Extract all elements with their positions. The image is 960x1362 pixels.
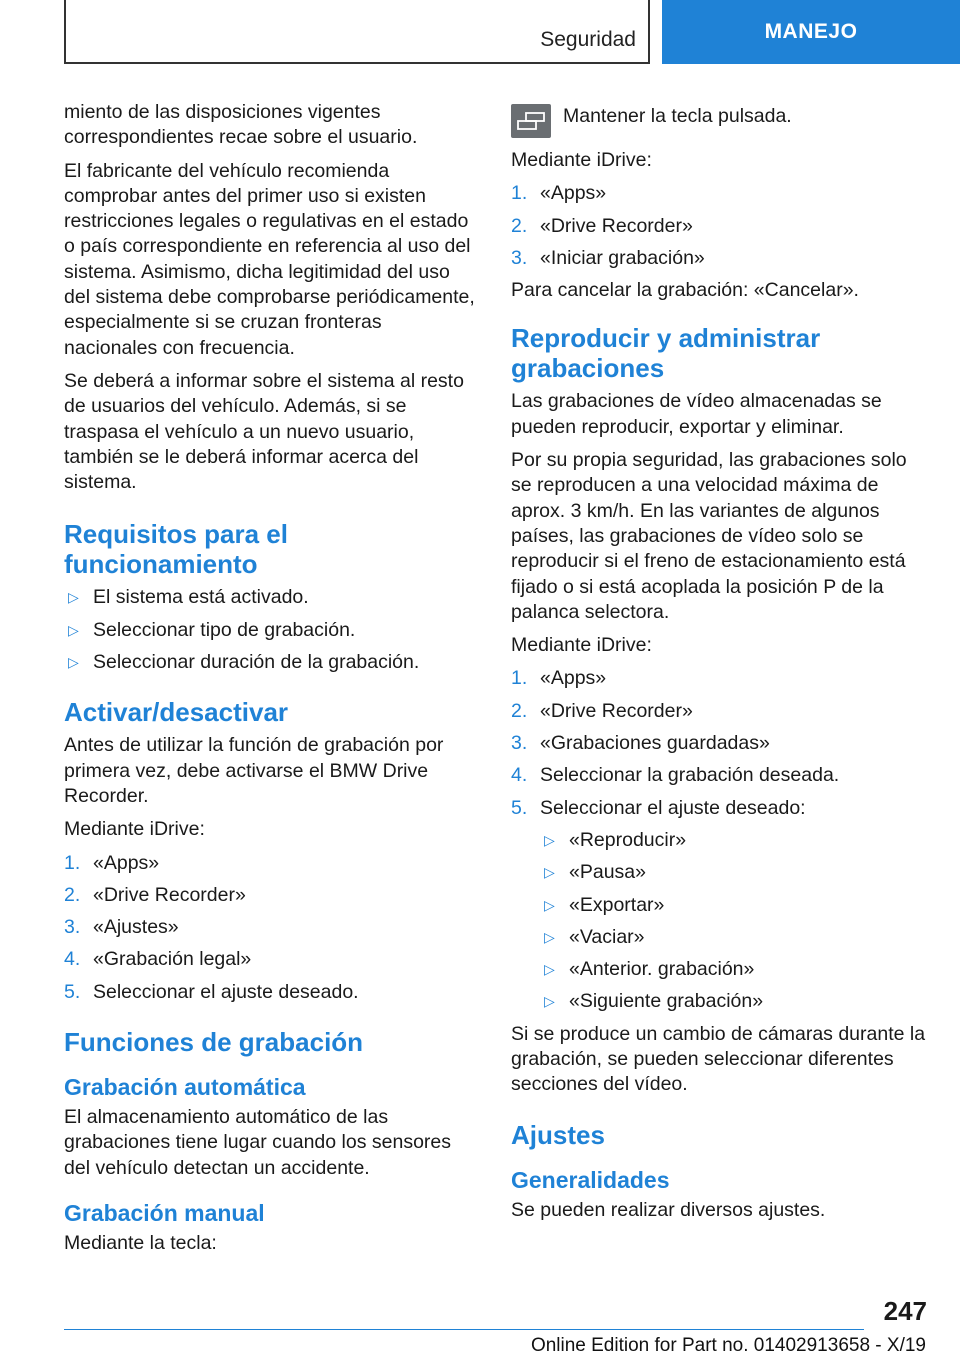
paragraph: miento de las disposiciones vigentes correspondientes recae sobre el usuario. bbox=[64, 101, 418, 149]
paragraph: El fabricante del vehículo recomienda comprobar antes del primer uso si existen restricciones legales o regulativas en el estado o país correspondiente en referencia al uso del sistema. Asimismo, dicha legitimidad del uso del sistema debe comprobarse periódicamente, especialmente si se cruzan fronteras nacionales con frecuencia. bbox=[64, 159, 475, 359]
paragraph: Se pueden realizar diversos ajustes. bbox=[511, 1198, 826, 1221]
list-item: 5. Seleccionar el ajuste deseado: bbox=[511, 796, 806, 819]
key-instruction bbox=[511, 100, 927, 138]
right-column bbox=[511, 100, 927, 1231]
list-item: ▷ El sistema está activado. bbox=[64, 585, 480, 610]
section-title: Seguridad bbox=[540, 28, 636, 51]
triangle-right-icon: ▷ bbox=[544, 896, 555, 913]
list-item: ▷ «Anterior. grabación» bbox=[540, 957, 927, 982]
list-item: ▷ Seleccionar duración de la grabación. bbox=[64, 650, 480, 675]
paragraph: Se deberá a informar sobre el sistema al resto de usuarios del vehículo. Además, si se traspasa el vehículo a un nuevo usuario, también se le deberá informar acerca del sistema. bbox=[64, 369, 464, 494]
triangle-right-icon: ▷ bbox=[544, 961, 555, 978]
list-item: 2. «Drive Recorder» bbox=[511, 699, 693, 722]
triangle-right-icon: ▷ bbox=[68, 654, 79, 671]
paragraph: Para cancelar la grabación: «Cancelar». bbox=[511, 279, 859, 302]
paragraph: El almacenamiento automático de las grabaciones tiene lugar cuando los sensores del vehículo detectan un accidente. bbox=[64, 1106, 452, 1179]
heading-recording-functions: Funciones de grabación bbox=[64, 1027, 364, 1058]
edition-footer: Online Edition for Part no. 01402913658 - X/19 bbox=[530, 1335, 926, 1356]
heading-requirements: Requisitos para el funcionamiento bbox=[64, 519, 288, 580]
drive-recorder-key-icon bbox=[511, 104, 551, 138]
triangle-right-icon: ▷ bbox=[68, 621, 79, 638]
list-item: 4. Seleccionar la grabación deseada. bbox=[511, 764, 840, 787]
heading-playback: Reproducir y administrar grabaciones bbox=[511, 323, 821, 384]
list-item: ▷ «Siguiente grabación» bbox=[540, 989, 927, 1014]
page-number: 247 bbox=[883, 1296, 927, 1326]
paragraph: Por su propia seguridad, las grabaciones solo se reproducen a una velocidad máxima de aprox. 3 km/h. En las variantes de algunos países, las grabaciones de vídeo solo se reproducir si el freno de estacionamiento está fijado o si está acoplada la posición P de la palanca selectora. bbox=[511, 449, 907, 623]
paragraph: Mediante la tecla: bbox=[64, 1231, 217, 1254]
requirements-list bbox=[64, 585, 480, 675]
paragraph: Mediante iDrive: bbox=[511, 149, 652, 171]
list-item: ▷ «Pausa» bbox=[540, 860, 927, 885]
paragraph: Mediante iDrive: bbox=[64, 818, 205, 841]
paragraph: Si se produce un cambio de cámaras durante la grabación, se pueden seleccionar diferentes secciones del vídeo. bbox=[511, 1022, 926, 1096]
triangle-right-icon: ▷ bbox=[544, 831, 555, 848]
triangle-right-icon: ▷ bbox=[544, 993, 555, 1010]
activate-steps bbox=[64, 851, 480, 1005]
list-item: ▷ «Vaciar» bbox=[540, 925, 927, 950]
list-item: 3. «Iniciar grabación» bbox=[511, 246, 705, 269]
header-rule-left bbox=[64, 0, 66, 64]
chapter-tab[interactable]: MANEJO bbox=[662, 0, 960, 64]
list-item: ▷ Seleccionar tipo de grabación. bbox=[64, 618, 480, 643]
paragraph: Mediante iDrive: bbox=[511, 634, 652, 657]
list-item: 5. Seleccionar el ajuste deseado. bbox=[64, 980, 359, 1003]
list-item: ▷ «Exportar» bbox=[540, 893, 927, 918]
paragraph: Las grabaciones de vídeo almacenadas se pueden reproducir, exportar y eliminar. bbox=[511, 390, 882, 438]
list-item: 3. «Grabaciones guardadas» bbox=[511, 732, 770, 755]
header-rule-bottom bbox=[64, 62, 650, 64]
key-instruction-text: Mantener la tecla pulsada. bbox=[563, 105, 792, 127]
start-recording-steps bbox=[511, 181, 927, 271]
footer-rule bbox=[64, 1329, 864, 1330]
list-item: 3. «Ajustes» bbox=[64, 916, 179, 939]
left-column bbox=[64, 100, 480, 1264]
list-item: 2. «Drive Recorder» bbox=[511, 214, 693, 237]
playback-steps bbox=[511, 666, 927, 820]
heading-auto-recording: Grabación automática bbox=[64, 1074, 306, 1101]
list-item: 1. «Apps» bbox=[64, 851, 160, 874]
triangle-right-icon: ▷ bbox=[68, 589, 79, 606]
heading-manual-recording: Grabación manual bbox=[64, 1199, 265, 1226]
list-item: 4. «Grabación legal» bbox=[64, 948, 252, 971]
playback-options-list bbox=[540, 828, 927, 1015]
list-item: 2. «Drive Recorder» bbox=[64, 883, 246, 906]
list-item: 1. «Apps» bbox=[511, 667, 607, 690]
header-rule-right bbox=[648, 0, 650, 64]
heading-activate: Activar/desactivar bbox=[64, 697, 289, 728]
triangle-right-icon: ▷ bbox=[544, 928, 555, 945]
heading-general: Generalidades bbox=[511, 1166, 670, 1193]
heading-settings: Ajustes bbox=[511, 1119, 605, 1150]
list-item: 1. «Apps» bbox=[511, 182, 607, 205]
list-item: ▷ «Reproducir» bbox=[540, 828, 927, 853]
paragraph: Antes de utilizar la función de grabación por primera vez, debe activarse el BMW Drive Recorder. bbox=[64, 734, 444, 807]
triangle-right-icon: ▷ bbox=[544, 864, 555, 881]
